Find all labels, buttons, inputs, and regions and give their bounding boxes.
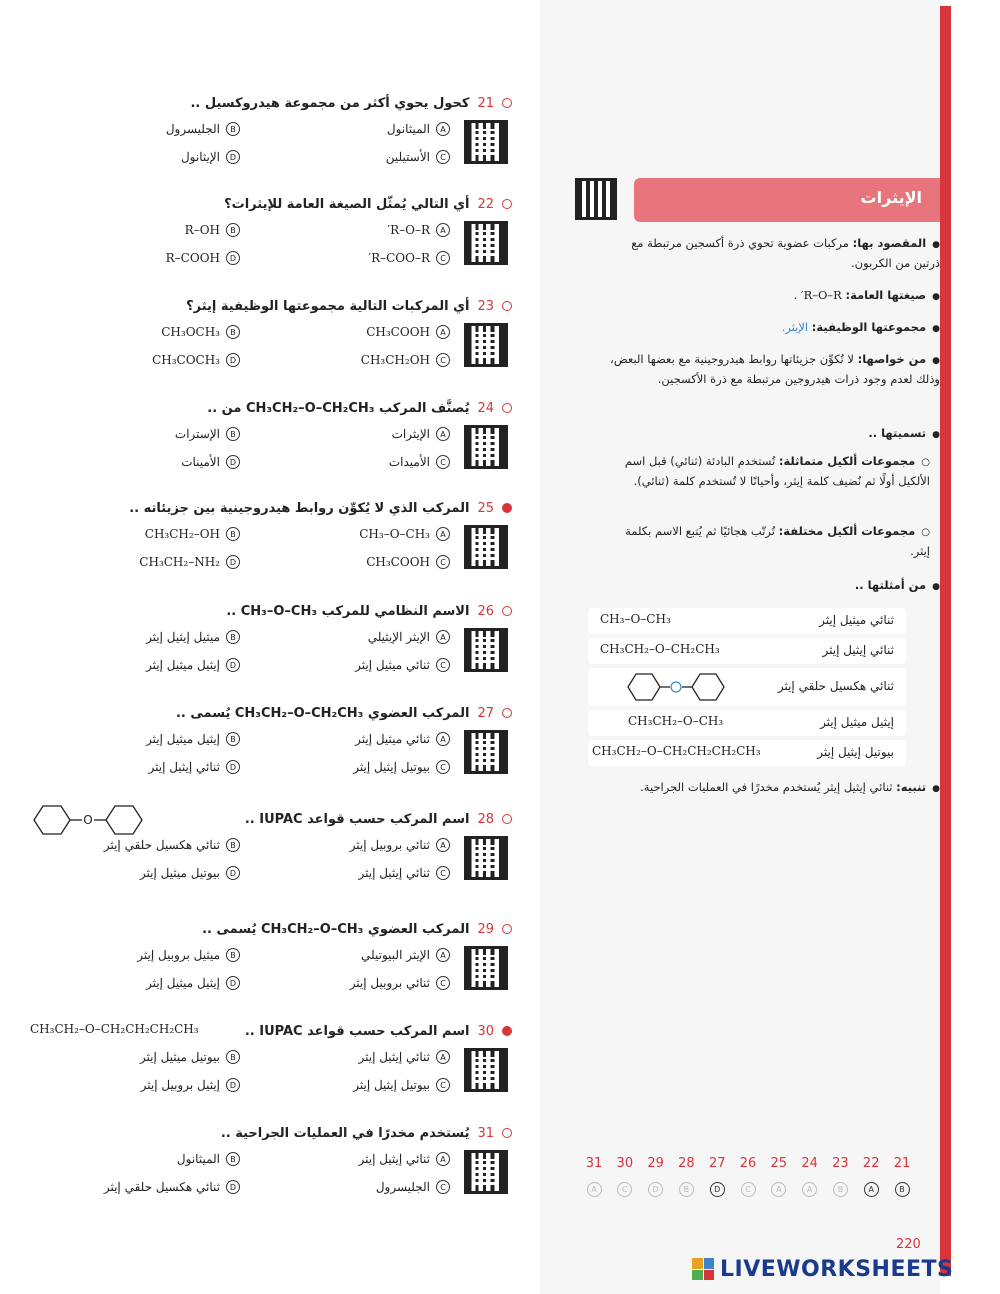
option-text: ثنائي إيثيل إيثر [358, 866, 430, 880]
answer-key-number: 29 [647, 1156, 664, 1171]
props-text: لا تُكوِّن جزيئاتها روابط هيدروجينية مع بعضها البعض، وذلك لعدم وجود ذرات هيدروجين مرتبطة مع ذرة الأكسجين. [610, 352, 940, 386]
answer-key-slot[interactable] [580, 1182, 608, 1197]
brand-logo [692, 1252, 992, 1286]
option-letter-icon: D [226, 150, 240, 164]
option-text: ثنائي إيثيل إيثر [358, 1050, 430, 1064]
option-letter-icon: C [436, 251, 450, 265]
liveworksheets-icon [692, 1258, 714, 1280]
question [20, 1020, 520, 1120]
option-text: CH₃COOH [366, 325, 430, 339]
example-formula: CH₃CH₂–O–CH₂CH₃ [600, 642, 720, 656]
answer-key-number: 21 [893, 1156, 911, 1171]
option-text: CH₃OCH₃ [161, 325, 220, 339]
option-text: إيثيل بروبيل إيثر [140, 1078, 220, 1092]
option-b[interactable] [145, 527, 240, 541]
option-c[interactable] [361, 353, 450, 367]
diff-label: مجموعات ألكيل مختلفة: [778, 524, 916, 538]
question-header [176, 702, 512, 724]
option-c[interactable] [358, 866, 450, 880]
option-letter-icon: D [226, 251, 240, 265]
examples-heading [610, 576, 940, 596]
option-text: ثنائي ميثيل إيثر [355, 658, 430, 672]
answer-choice-icon: A [802, 1182, 817, 1197]
section-qr-code[interactable] [575, 178, 617, 220]
example-row [588, 638, 906, 664]
question-text: كحول يحوي أكثر من مجموعة هيدروكسيل .. [190, 95, 470, 111]
option-letter-icon: D [226, 1180, 240, 1194]
answer-choice-icon: A [587, 1182, 602, 1197]
example-formula: CH₃–O–CH₃ [600, 612, 671, 626]
definition-text: مركبات عضوية تحوي ذرة أكسجين مرتبطة مع ذرتين من الكربون. [631, 236, 940, 270]
option-letter-icon: B [226, 838, 240, 852]
question-bullet [502, 1026, 512, 1036]
question-header [186, 295, 512, 317]
option-d[interactable] [139, 555, 240, 569]
option-text: ميثيل إيثيل إيثر [146, 630, 220, 644]
dicyclohexyl-ether-structure [30, 800, 160, 840]
option-letter-icon: A [436, 732, 450, 746]
example-name: بيوتيل إيثيل إيثر [817, 745, 894, 759]
option-d[interactable] [141, 1078, 240, 1092]
option-text: R–O–R′ [387, 223, 430, 237]
note [610, 778, 940, 798]
question-text: المركب العضوي CH₃CH₂–O–CH₃ يُسمى .. [202, 921, 470, 937]
option-letter-icon: C [436, 760, 450, 774]
question-bullet [502, 301, 512, 311]
option-text: ميثيل بروبيل إيثر [137, 948, 220, 962]
question-text: يُستخدم مخدرًا في العمليات الجراحية .. [220, 1125, 470, 1141]
question-bullet [502, 98, 512, 108]
answer-key-slot[interactable] [611, 1182, 639, 1197]
example-name: ثنائي هكسيل حلقي إيثر [777, 679, 894, 693]
option-b[interactable] [175, 427, 240, 441]
option-letter-icon: C [436, 658, 450, 672]
option-a[interactable] [359, 527, 450, 541]
option-letter-icon: C [436, 150, 450, 164]
answer-key-slot[interactable] [857, 1182, 885, 1197]
option-b[interactable] [166, 122, 240, 136]
answer-key-number: 23 [832, 1156, 849, 1171]
question-number: 24 [477, 400, 494, 416]
question-header [207, 397, 512, 419]
option-c[interactable] [368, 251, 450, 265]
examples-label: من أمثلتها .. [854, 578, 927, 592]
option-d[interactable] [146, 976, 240, 990]
option-text: ثنائي إيثيل إيثر [358, 1152, 430, 1166]
question-header [221, 1122, 512, 1144]
option-c[interactable] [386, 150, 450, 164]
option-c[interactable] [366, 555, 450, 569]
formula-label: صيغتها العامة: [845, 288, 927, 302]
general-formula [610, 286, 940, 306]
option-letter-icon: B [226, 223, 240, 237]
option-text: بيوتيل إيثيل إيثر [353, 1078, 430, 1092]
option-d[interactable] [104, 1180, 240, 1194]
question-bullet [502, 403, 512, 413]
answer-key-choices [580, 1182, 916, 1197]
option-a[interactable] [361, 948, 450, 962]
question-number: 29 [477, 921, 494, 937]
answer-key-slot[interactable] [672, 1182, 700, 1197]
answer-key-slot[interactable] [642, 1182, 670, 1197]
option-letter-icon: B [226, 527, 240, 541]
option-text: ثنائي بروبيل إيثر [349, 838, 430, 852]
option-letter-icon: D [226, 760, 240, 774]
option-letter-icon: B [226, 1152, 240, 1166]
question-header [224, 193, 512, 215]
question [20, 808, 520, 908]
option-b[interactable] [177, 1152, 240, 1166]
answer-key-number: 27 [708, 1156, 726, 1171]
answer-key-slot[interactable] [703, 1182, 731, 1197]
option-b[interactable] [146, 630, 240, 644]
option-a[interactable] [392, 427, 450, 441]
example-name: ثنائي ميثيل إيثر [819, 613, 894, 627]
answer-choice-icon: C [617, 1182, 632, 1197]
option-letter-icon: D [226, 866, 240, 880]
option-text: الإيثانول [180, 150, 220, 164]
option-text: الأميدات [388, 455, 430, 469]
option-text: الجليسرول [165, 122, 220, 136]
option-text: الأمينات [181, 455, 220, 469]
answer-choice-icon: C [741, 1182, 756, 1197]
option-text: الإسترات [174, 427, 220, 441]
question-qr-code[interactable] [464, 1150, 508, 1194]
option-d[interactable] [146, 658, 240, 672]
same-text: تُستخدم البادئة (ثنائي) قبل اسم الألكيل أولًا ثم نُضيف كلمة إيثر، وأحيانًا لا تُستخدم كلمة (ثنائي). [624, 454, 930, 488]
group-text: الإيثر. [781, 320, 809, 334]
question-number: 22 [477, 196, 494, 212]
option-c[interactable] [353, 1078, 450, 1092]
option-a[interactable] [387, 122, 450, 136]
option-text: الأستيلين [385, 150, 430, 164]
option-b[interactable] [146, 732, 240, 746]
question-number: 28 [477, 811, 494, 827]
note-label: تنبيه: [896, 780, 927, 794]
answer-choice-icon: D [710, 1182, 725, 1197]
question [20, 92, 520, 192]
dicyclohexyl-ether-structure [618, 670, 738, 704]
naming-label: تسميتها .. [868, 426, 927, 440]
question-number: 25 [477, 500, 494, 516]
answer-key-number: 24 [801, 1156, 818, 1171]
answer-key-slot[interactable] [888, 1182, 916, 1197]
option-text: بيوتيل ميثيل إيثر [139, 866, 220, 880]
answer-key-number: 26 [739, 1156, 757, 1171]
answer-choice-icon: B [679, 1182, 694, 1197]
example-formula: CH₃CH₂–O–CH₂CH₂CH₂CH₃ [592, 744, 761, 758]
definition [610, 234, 940, 273]
page-number: 220 [896, 1237, 921, 1252]
option-letter-icon: B [226, 1050, 240, 1064]
question-text: يُصنَّف المركب CH₃CH₂–O–CH₂CH₃ من .. [207, 400, 470, 416]
answer-key-numbers [580, 1156, 916, 1171]
option-text: ثنائي هكسيل حلقي إيثر [103, 1180, 220, 1194]
option-letter-icon: B [226, 732, 240, 746]
answer-choice-icon: B [833, 1182, 848, 1197]
question-number: 27 [477, 705, 494, 721]
option-d[interactable] [148, 760, 240, 774]
example-formula: CH₃CH₂–O–CH₃ [628, 714, 724, 728]
question-text: اسم المركب حسب قواعد IUPAC .. [244, 1023, 470, 1039]
answer-key-slot[interactable] [765, 1182, 793, 1197]
option-a[interactable] [358, 1050, 450, 1064]
option-a[interactable] [366, 325, 450, 339]
option-text: الجليسرول [375, 1180, 430, 1194]
option-text: CH₃CH₂OH [360, 353, 430, 367]
option-a[interactable] [355, 732, 450, 746]
option-letter-icon: A [436, 122, 450, 136]
option-text: ثنائي إيثيل إيثر [148, 760, 220, 774]
option-letter-icon: C [436, 976, 450, 990]
question-text: الاسم النظامي للمركب CH₃–O–CH₃ .. [226, 603, 470, 619]
option-c[interactable] [389, 455, 450, 469]
option-letter-icon: C [436, 866, 450, 880]
answer-key-number: 31 [585, 1156, 603, 1171]
option-text: R–COO–R′ [368, 251, 430, 265]
option-letter-icon: A [436, 948, 450, 962]
question-number: 23 [477, 298, 494, 314]
option-text: الإيثرات [391, 427, 430, 441]
question-text: أي المركبات التالية مجموعتها الوظيفية إيثر؟ [186, 298, 470, 314]
option-letter-icon: A [436, 223, 450, 237]
naming-same [610, 452, 930, 491]
option-text: CH₃CH₂–OH [144, 527, 220, 541]
option-a[interactable] [387, 223, 450, 237]
answer-choice-icon: A [771, 1182, 786, 1197]
question-qr-code[interactable] [464, 323, 508, 367]
option-text: R–OH [184, 223, 220, 237]
option-letter-icon: A [436, 527, 450, 541]
option-a[interactable] [368, 630, 450, 644]
option-text: بيوتيل إيثيل إيثر [353, 760, 430, 774]
option-text: إيثيل ميثيل إيثر [146, 732, 220, 746]
answer-key-slot[interactable] [734, 1182, 762, 1197]
question-qr-code[interactable] [464, 730, 508, 774]
option-letter-icon: A [436, 1050, 450, 1064]
question-text: اسم المركب حسب قواعد IUPAC .. [244, 811, 470, 827]
question-text: أي التالي يُمثّل الصيغة العامة للإيثرات؟ [224, 196, 470, 212]
option-b[interactable] [185, 223, 240, 237]
option-letter-icon: A [436, 1152, 450, 1166]
option-letter-icon: C [436, 455, 450, 469]
answer-key-number: 30 [616, 1156, 634, 1171]
question [20, 497, 520, 597]
option-a[interactable] [358, 1152, 450, 1166]
option-d[interactable] [166, 251, 240, 265]
option-a[interactable] [350, 838, 450, 852]
option-d[interactable] [152, 353, 240, 367]
naming [610, 424, 940, 444]
option-d[interactable] [181, 150, 240, 164]
option-letter-icon: C [436, 1180, 450, 1194]
answer-choice-icon: D [648, 1182, 663, 1197]
option-letter-icon: B [226, 630, 240, 644]
svg-text:O: O [83, 813, 93, 827]
option-letter-icon: A [436, 325, 450, 339]
example-row [588, 740, 906, 766]
option-letter-icon: D [226, 658, 240, 672]
question-header [245, 1020, 512, 1042]
question-header [190, 92, 512, 114]
option-text: إيثيل ميثيل إيثر [146, 658, 220, 672]
functional-group [610, 318, 940, 338]
option-b[interactable] [140, 1050, 240, 1064]
example-name: إيثيل ميثيل إيثر [820, 715, 894, 729]
question [20, 193, 520, 293]
question-formula: CH₃CH₂–O–CH₂CH₂CH₂CH₃ [30, 1022, 199, 1036]
question-text: المركب الذي لا يُكوِّن روابط هيدروجينية بين جزيئاته .. [129, 500, 470, 516]
question-bullet [502, 606, 512, 616]
properties [610, 350, 940, 389]
option-text: الميثانول [386, 122, 430, 136]
option-text: ثنائي هكسيل حلقي إيثر [103, 838, 220, 852]
option-text: الميثانول [176, 1152, 220, 1166]
option-b[interactable] [137, 948, 240, 962]
option-c[interactable] [350, 976, 450, 990]
diff-text: تُرتّب هجائيًا ثم يُتبع الاسم بكلمة إيثر. [625, 524, 930, 558]
question-number: 26 [477, 603, 494, 619]
option-text: CH₃COOH [366, 555, 430, 569]
option-c[interactable] [353, 760, 450, 774]
question-header [226, 600, 512, 622]
option-letter-icon: C [436, 1078, 450, 1092]
answer-key-number: 25 [770, 1156, 788, 1171]
question-bullet [502, 814, 512, 824]
option-text: R–COOH [165, 251, 220, 265]
option-letter-icon: A [436, 838, 450, 852]
option-text: الإيثر الإيثيلي [367, 630, 430, 644]
question-bullet [502, 503, 512, 513]
option-text: بيوتيل ميثيل إيثر [139, 1050, 220, 1064]
question [20, 918, 520, 1018]
question [20, 600, 520, 700]
option-letter-icon: B [226, 325, 240, 339]
question-qr-code[interactable] [464, 946, 508, 990]
answer-choice-icon: A [864, 1182, 879, 1197]
option-letter-icon: A [436, 427, 450, 441]
question-qr-code[interactable] [464, 628, 508, 672]
answer-key-number: 22 [862, 1156, 880, 1171]
option-d[interactable] [181, 455, 240, 469]
option-b[interactable] [161, 325, 240, 339]
option-letter-icon: D [226, 976, 240, 990]
option-letter-icon: B [226, 427, 240, 441]
answer-choice-icon: B [895, 1182, 910, 1197]
question-bullet [502, 924, 512, 934]
example-row [588, 710, 906, 736]
question [20, 397, 520, 497]
option-letter-icon: B [226, 948, 240, 962]
option-text: CH₃–O–CH₃ [359, 527, 430, 541]
answer-key-slot[interactable] [796, 1182, 824, 1197]
question [20, 702, 520, 802]
question [20, 1122, 520, 1222]
question-number: 30 [477, 1023, 494, 1039]
question-bullet [502, 708, 512, 718]
question-qr-code[interactable] [464, 836, 508, 880]
option-letter-icon: B [226, 122, 240, 136]
question-bullet [502, 199, 512, 209]
option-letter-icon: D [226, 353, 240, 367]
question-number: 31 [477, 1125, 494, 1141]
option-letter-icon: A [436, 630, 450, 644]
example-row [588, 668, 906, 706]
option-b[interactable] [104, 838, 240, 852]
option-c[interactable] [376, 1180, 450, 1194]
question-number: 21 [477, 95, 494, 111]
question-qr-code[interactable] [464, 120, 508, 164]
question-qr-code[interactable] [464, 425, 508, 469]
option-text: CH₃CH₂–NH₂ [139, 555, 220, 569]
option-letter-icon: D [226, 455, 240, 469]
props-label: من خواصها: [857, 352, 927, 366]
question-text: المركب العضوي CH₃CH₂–O–CH₂CH₃ يُسمى .. [175, 705, 470, 721]
example-row [588, 608, 906, 634]
question-header [245, 808, 512, 830]
definition-label: المقصود بها: [852, 236, 927, 250]
option-letter-icon: C [436, 353, 450, 367]
option-text: إيثيل ميثيل إيثر [146, 976, 220, 990]
option-d[interactable] [140, 866, 240, 880]
question-qr-code[interactable] [464, 221, 508, 265]
option-letter-icon: C [436, 555, 450, 569]
question-qr-code[interactable] [464, 1048, 508, 1092]
note-text: ثنائي إيثيل إيثر يُستخدم مخدرًا في العمليات الجراحية. [640, 780, 893, 794]
page-edge-bar [940, 6, 951, 1276]
option-text: CH₃COCH₃ [152, 353, 220, 367]
section-header [634, 178, 940, 222]
option-text: ثنائي بروبيل إيثر [349, 976, 430, 990]
question-qr-code[interactable] [464, 525, 508, 569]
option-c[interactable] [355, 658, 450, 672]
brand-name: LIVEWORKSHEETS [720, 1256, 954, 1282]
question-header [202, 918, 512, 940]
question [20, 295, 520, 395]
answer-key-number: 28 [678, 1156, 695, 1171]
answer-key-slot[interactable] [826, 1182, 854, 1197]
section-title: الإيثرات [860, 188, 922, 207]
option-text: الإيثر البيوتيلي [361, 948, 430, 962]
example-name: ثنائي إيثيل إيثر [822, 643, 894, 657]
option-letter-icon: D [226, 1078, 240, 1092]
same-label: مجموعات ألكيل متماثلة: [778, 454, 916, 468]
question-header [129, 497, 512, 519]
option-text: ثنائي ميثيل إيثر [355, 732, 430, 746]
option-letter-icon: D [226, 555, 240, 569]
naming-diff [610, 522, 930, 561]
formula-text: R–O–R′ . [793, 288, 842, 302]
question-bullet [502, 1128, 512, 1138]
group-label: مجموعتها الوظيفية: [811, 320, 927, 334]
